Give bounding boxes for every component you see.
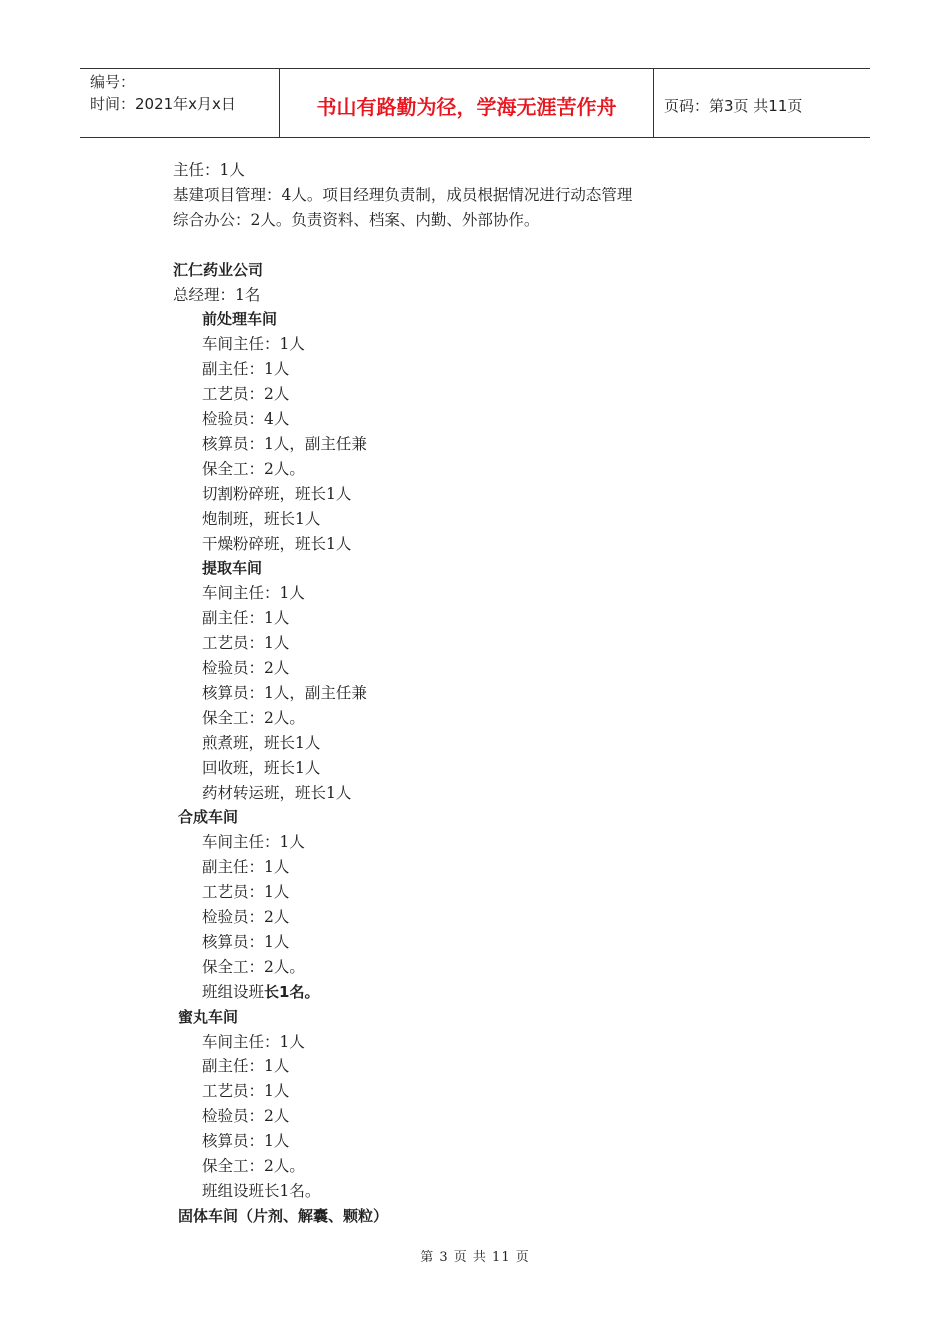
body-line: 车间主任：1人	[202, 833, 305, 852]
body-line: 副主任：1人	[202, 360, 290, 379]
body-line: 工艺员：1人	[202, 1082, 290, 1101]
body-line: 药材转运班，班长1人	[202, 783, 352, 802]
body-line: 核算员：1人，副主任兼	[202, 434, 367, 453]
body-line: 检验员：2人	[202, 659, 290, 677]
body-line: 保全工：2人。	[202, 957, 305, 976]
body-line: 工艺员：1人	[202, 883, 290, 902]
body-line: 保全工：2人。	[202, 1157, 305, 1175]
body-line: 班组设班长1名。	[202, 1181, 321, 1200]
body-line: 回收班，班长1人	[202, 758, 321, 777]
page-header	[80, 68, 870, 138]
header-page-info: 页码：第3页 共11页	[664, 96, 803, 115]
body-line: 车间主任：1人	[202, 584, 305, 603]
body-line: 核算员：1人，副主任兼	[202, 683, 367, 702]
body-line: 干燥粉碎班，班长1人	[202, 534, 352, 553]
body-line-mixed	[202, 980, 319, 1004]
body-line: 工艺员：2人	[202, 385, 290, 404]
section-heading: 提取车间	[202, 559, 263, 578]
body-line: 炮制班，班长1人	[202, 509, 321, 528]
body-line: 基建项目管理：4人。项目经理负责制，成员根据情况进行动态管理	[173, 185, 633, 204]
body-line: 保全工：2人。	[202, 459, 305, 478]
section-heading: 固体车间（片剂、解囊、颗粒）	[178, 1206, 389, 1225]
mixed-bold-text: 长1名。	[264, 982, 320, 1001]
body-line: 副主任：1人	[202, 858, 290, 877]
document-code-label: 编号：	[90, 73, 136, 91]
body-line: 总经理：1名	[173, 285, 261, 304]
body-line: 切割粉碎班，班长1人	[202, 484, 352, 503]
document-date: 时间：2021年x月x日	[90, 95, 236, 113]
header-motto: 书山有路勤为径，学海无涯苦作舟	[280, 69, 654, 137]
body-line: 保全工：2人。	[202, 708, 305, 727]
body-line: 核算员：1人	[202, 1132, 290, 1151]
section-heading: 前处理车间	[202, 310, 278, 329]
body-line: 工艺员：1人	[202, 634, 290, 653]
body-line: 检验员：2人	[202, 908, 290, 926]
mixed-normal-text: 班组设班	[202, 982, 265, 1001]
body-line: 主任：1人	[173, 161, 245, 179]
body-line: 副主任：1人	[202, 609, 290, 628]
body-line: 煎煮班，班长1人	[202, 733, 321, 752]
page-footer: 第 3 页 共 11 页	[420, 1250, 530, 1265]
body-line: 综合办公：2人。负责资料、档案、内勤、外部协作。	[173, 210, 540, 229]
body-line: 检验员：2人	[202, 1107, 290, 1126]
body-line: 核算员：1人	[202, 932, 290, 951]
body-line: 副主任：1人	[202, 1057, 290, 1076]
header-meta	[80, 69, 280, 137]
body-line: 检验员：4人	[202, 410, 290, 428]
section-heading: 汇仁药业公司	[173, 260, 264, 279]
body-line: 车间主任：1人	[202, 335, 305, 354]
body-line: 车间主任：1人	[202, 1032, 305, 1051]
section-heading: 蜜丸车间	[178, 1007, 239, 1026]
section-heading: 合成车间	[178, 808, 239, 827]
